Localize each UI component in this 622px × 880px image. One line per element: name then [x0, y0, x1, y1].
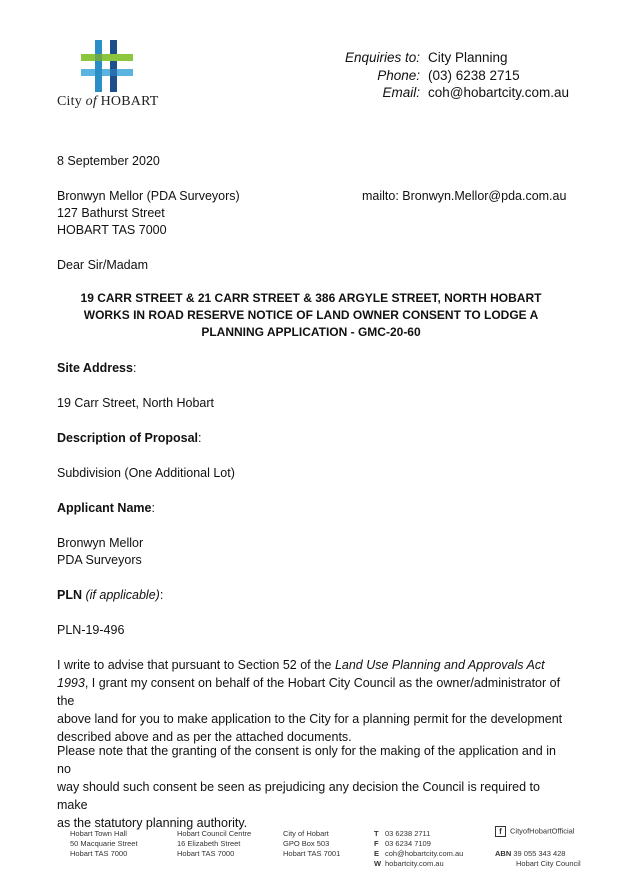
proposal-label: Description of Proposal: [57, 431, 198, 445]
footer-fax: [374, 839, 463, 849]
footer-col2-line: Hobart Council Centre: [177, 829, 252, 838]
facebook-icon: f: [495, 826, 506, 837]
contact-key: E: [374, 849, 380, 858]
pln-note: (if applicable): [85, 588, 160, 602]
footer-abn: [495, 849, 581, 869]
logo-hobart: HOBART: [100, 94, 159, 109]
phone-value: (03) 6238 2715: [428, 68, 520, 83]
subject-heading-line-2: WORKS IN ROAD RESERVE NOTICE OF LAND OWNER CONSENT TO LODGE A: [83, 308, 539, 322]
subject-heading-line-3: PLANNING APPLICATION - GMC-20-60: [201, 325, 421, 339]
recipient-name: Bronwyn Mellor (PDA Surveyors): [57, 189, 240, 203]
logo-wordmark: [57, 94, 159, 110]
act-name: Land Use Planning and Approvals Act: [334, 658, 545, 672]
recipient-mailto[interactable]: mailto: Bronwyn.Mellor@pda.com.au: [362, 189, 567, 203]
applicant-label-row: Applicant Name:: [57, 501, 155, 515]
facebook-handle: CityofHobartOfficial: [510, 826, 575, 836]
letter-date: 8 September 2020: [57, 154, 160, 168]
footer-phone: [374, 829, 463, 839]
salutation: Dear Sir/Madam: [57, 258, 148, 272]
footer-col3-line: Hobart TAS 7001: [283, 849, 341, 858]
site-address-label: Site Address: [57, 361, 133, 375]
act-year: 1993: [57, 676, 85, 690]
abn-label: ABN: [495, 849, 512, 858]
site-address-label-row: Site Address:: [57, 361, 137, 375]
body-paragraph-2: [57, 742, 569, 832]
contact-value: 03 6238 2711: [385, 829, 431, 838]
hobart-logo-icon: [81, 40, 133, 92]
applicant-company: PDA Surveyors: [57, 553, 142, 567]
body1-line-2-text: , I grant my consent on behalf of the Hobart City Council as the owner/administrator of the: [57, 676, 561, 708]
enquiries-label: Enquiries to:: [344, 50, 420, 65]
logo-city: City: [57, 94, 82, 109]
footer-web: [374, 859, 463, 869]
body1-line-3: above land for you to make application to the City for a planning permit for the development: [57, 712, 563, 726]
contact-key: F: [374, 839, 379, 848]
contact-key: T: [374, 829, 379, 838]
footer-col1-line: Hobart TAS 7000: [70, 849, 128, 858]
contact-value[interactable]: hobartcity.com.au: [385, 859, 444, 868]
body1-line-1: [57, 656, 569, 674]
body-paragraph-1: [57, 656, 569, 746]
recipient-street: 127 Bathurst Street: [57, 206, 165, 220]
body1-line-4: described above and as per the attached documents.: [57, 730, 352, 744]
body2-line-1: Please note that the granting of the consent is only for the making of the application and in no: [57, 744, 556, 776]
city-of-hobart-logo: [57, 40, 157, 112]
proposal-value: Subdivision (One Additional Lot): [57, 466, 235, 480]
body1-line-2: [57, 674, 569, 710]
footer-postal: [283, 829, 340, 859]
footer-col1-line: Hobart Town Hall: [70, 829, 127, 838]
abn-entity: Hobart City Council: [516, 859, 581, 868]
footer-col1-line: 50 Macquarie Street: [70, 839, 138, 848]
applicant-label: Applicant Name: [57, 501, 152, 515]
footer-council-centre: [177, 829, 251, 859]
footer-contacts: [374, 829, 463, 869]
footer-col2-line: 16 Elizabeth Street: [177, 839, 241, 848]
footer-col3-line: City of Hobart: [283, 829, 329, 838]
email-value[interactable]: coh@hobartcity.com.au: [428, 85, 570, 100]
pln-label-row: PLN (if applicable):: [57, 588, 164, 602]
phone-label: Phone:: [377, 68, 420, 83]
contact-value: 03 6234 7109: [385, 839, 431, 848]
footer-town-hall: [70, 829, 138, 859]
footer-email: [374, 849, 463, 859]
site-address-value: 19 Carr Street, North Hobart: [57, 396, 215, 410]
contact-key: W: [374, 859, 382, 868]
email-label: Email:: [382, 85, 420, 100]
contact-value[interactable]: coh@hobartcity.com.au: [385, 849, 464, 858]
logo-of: of: [85, 94, 97, 109]
proposal-label-row: Description of Proposal:: [57, 431, 202, 445]
abn-value: 39 055 343 428: [513, 849, 566, 858]
enquiries-value: City Planning: [428, 50, 508, 65]
subject-heading-line-1: 19 CARR STREET & 21 CARR STREET & 386 ARGYLE STREET, NORTH HOBART: [80, 291, 542, 305]
pln-label: PLN: [57, 588, 82, 602]
footer-col3-line: GPO Box 503: [283, 839, 330, 848]
pln-value: PLN-19-496: [57, 623, 125, 637]
footer-col2-line: Hobart TAS 7000: [177, 849, 235, 858]
recipient-city: HOBART TAS 7000: [57, 223, 167, 237]
footer-facebook[interactable]: [495, 826, 574, 837]
body2-line-2: way should such consent be seen as prejudicing any decision the Council is required to make: [57, 780, 540, 812]
applicant-name: Bronwyn Mellor: [57, 536, 144, 550]
body2-line-3: as the statutory planning authority.: [57, 816, 248, 830]
body1-line-1-text: I write to advise that pursuant to Section 52 of the: [57, 658, 335, 672]
